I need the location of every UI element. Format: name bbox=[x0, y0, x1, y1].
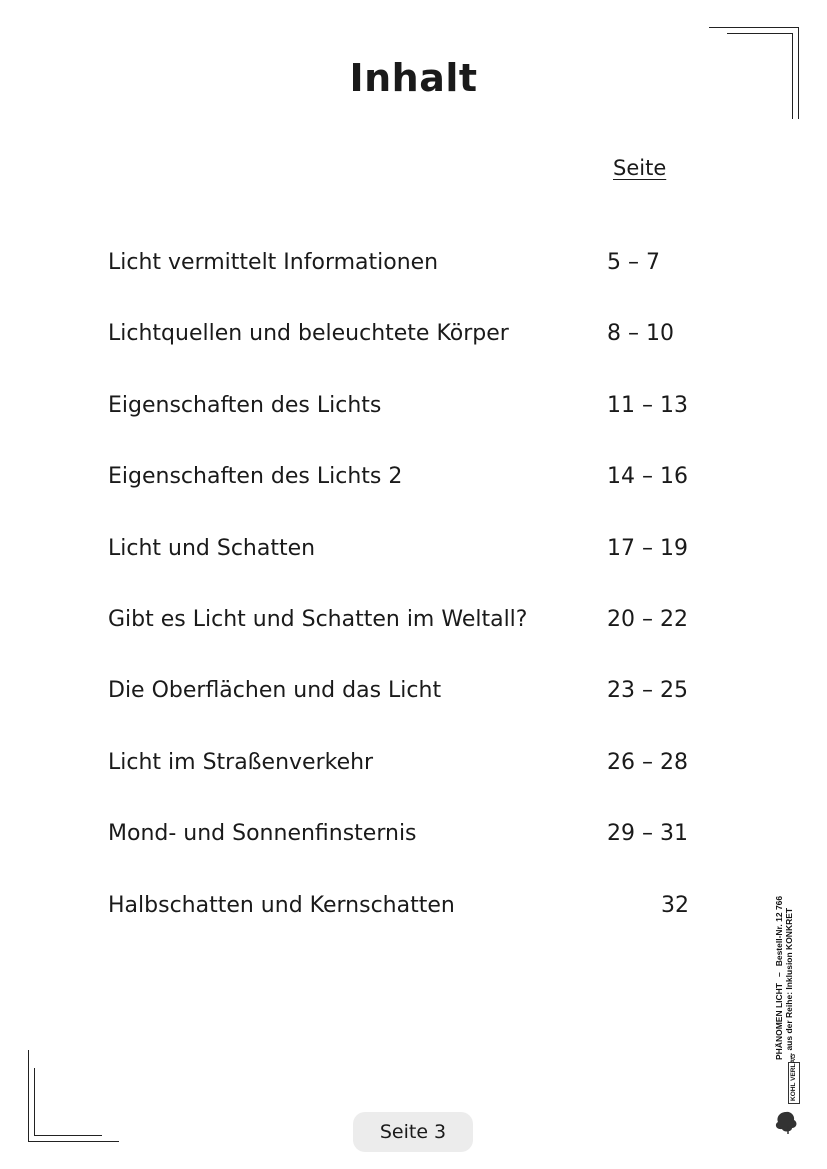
page-column-header: Seite bbox=[613, 156, 667, 180]
publisher-logo bbox=[772, 1053, 804, 1134]
toc-entry-title: Licht im Straßenverkehr bbox=[108, 749, 374, 775]
toc-entry-title: Licht und Schatten bbox=[108, 535, 316, 561]
toc-entry-title: Lichtquellen und beleuchtete Körper bbox=[108, 321, 509, 347]
toc-row bbox=[108, 750, 708, 821]
toc-row bbox=[108, 321, 708, 392]
toc-entry-pages: 32 bbox=[661, 892, 689, 918]
toc-entry-pages: 29 – 31 bbox=[607, 821, 688, 847]
toc-row bbox=[108, 678, 708, 749]
toc-entry-title: Eigenschaften des Lichts bbox=[108, 392, 382, 418]
toc-row bbox=[108, 607, 708, 678]
toc-entry-pages: 11 – 13 bbox=[607, 392, 688, 418]
publisher-name: KOHL VERLAG bbox=[788, 1062, 800, 1104]
toc-entry-title: Licht vermittelt Informationen bbox=[108, 250, 439, 275]
page-number-badge: Seite 3 bbox=[353, 1112, 473, 1152]
toc-row bbox=[108, 536, 708, 607]
side-series-title: PHÄNOMEN LICHT bbox=[774, 983, 784, 1060]
toc-entry-title: Halbschatten und Kernschatten bbox=[108, 892, 455, 918]
side-separator: – bbox=[774, 972, 784, 978]
toc-entry-pages: 26 – 28 bbox=[607, 749, 688, 775]
side-series-subtitle: ... aus der Reihe: Inklusion KONKRET bbox=[784, 907, 794, 1060]
toc-entry-title: Die Oberflächen und das Licht bbox=[108, 678, 442, 704]
side-order-number: Bestell-Nr. 12 766 bbox=[774, 895, 784, 967]
toc-entry-pages: 17 – 19 bbox=[607, 535, 688, 561]
toc-entry-pages: 8 – 10 bbox=[607, 321, 674, 347]
corner-frame-bottom-left-inner bbox=[34, 1068, 102, 1136]
toc-row bbox=[108, 393, 708, 464]
toc-row bbox=[108, 893, 708, 964]
toc-entry-title: Eigenschaften des Lichts 2 bbox=[108, 464, 403, 490]
toc-entry-pages: 5 – 7 bbox=[607, 250, 660, 275]
toc-entry-pages: 14 – 16 bbox=[607, 464, 688, 490]
toc-entry-pages: 23 – 25 bbox=[607, 678, 688, 704]
tree-icon bbox=[772, 1062, 804, 1134]
side-publication-info bbox=[772, 770, 816, 1060]
table-of-contents bbox=[108, 250, 708, 964]
toc-entry-pages: 20 – 22 bbox=[607, 606, 688, 632]
toc-row bbox=[108, 464, 708, 535]
toc-row bbox=[108, 250, 708, 321]
page-title: Inhalt bbox=[349, 56, 478, 100]
toc-entry-title: Gibt es Licht und Schatten im Weltall? bbox=[108, 606, 528, 632]
toc-row bbox=[108, 821, 708, 892]
toc-entry-title: Mond- und Sonnenfinsternis bbox=[108, 821, 417, 847]
